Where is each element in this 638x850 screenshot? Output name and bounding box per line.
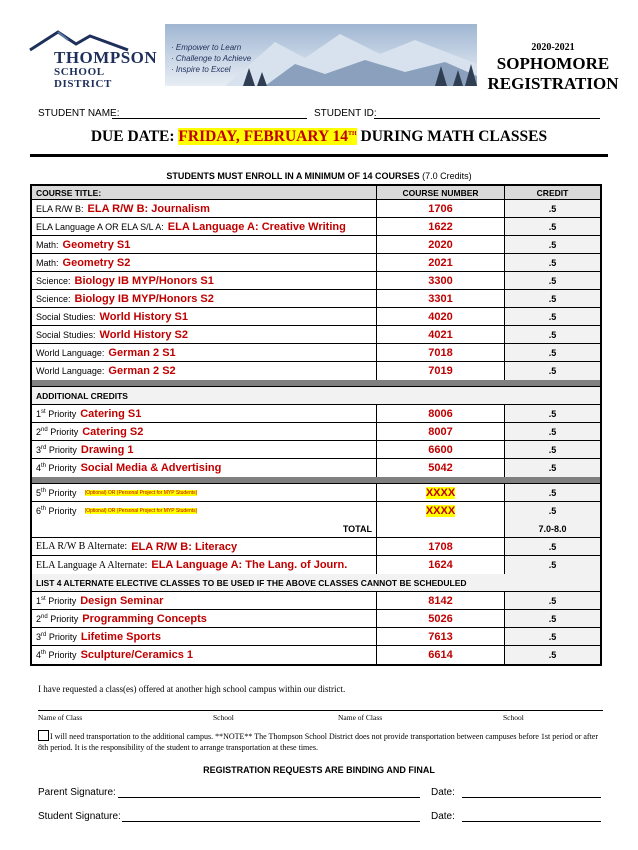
- course-title-cell: [32, 556, 377, 574]
- course-number-cell: [377, 484, 505, 501]
- course-title-cell: [32, 646, 377, 664]
- course-name: World History S1: [99, 310, 188, 323]
- course-name: ELA R/W B: Journalism: [87, 202, 210, 215]
- due-prefix: DUE DATE:: [90, 128, 179, 145]
- course-number-cell: [377, 254, 505, 271]
- optional-note: (Optional) OR (Personal Project for MYP Students): [84, 508, 198, 514]
- priority-label: [36, 650, 77, 660]
- credit-value: .5: [505, 592, 600, 609]
- course-number-cell: [377, 362, 505, 380]
- elective-courses: [32, 592, 600, 664]
- district-name: THOMPSON: [54, 48, 158, 67]
- priority-label: [36, 632, 77, 642]
- priority-label: [36, 506, 77, 516]
- credit-value: .5: [505, 290, 600, 307]
- priority-number: 4: [36, 463, 42, 473]
- course-name: Geometry S2: [62, 256, 131, 269]
- course-number-cell: [377, 272, 505, 289]
- course-title-cell: [32, 218, 377, 235]
- course-number: 4020: [428, 310, 453, 323]
- priority-label: [36, 488, 77, 498]
- credit-value: .5: [505, 254, 600, 271]
- credit-value: .5: [505, 326, 600, 343]
- student-date-field[interactable]: [462, 821, 601, 822]
- course-title-cell: [32, 405, 377, 422]
- priority-label: [36, 445, 77, 455]
- form-title: [480, 54, 626, 94]
- enroll-text: STUDENTS MUST ENROLL IN A MINIMUM OF 14 COURSES: [166, 171, 420, 181]
- course-number-cell: [377, 423, 505, 440]
- table-row: [32, 290, 600, 308]
- course-name: Catering S1: [80, 407, 142, 420]
- credit-value: .5: [505, 423, 600, 440]
- parent-signature-field[interactable]: [118, 797, 420, 798]
- priority-word: Priority: [48, 463, 77, 473]
- priority-number: 6: [36, 506, 42, 516]
- name-of-class-label-1: Name of Class: [38, 713, 83, 722]
- course-number-cell: [377, 592, 505, 609]
- table-header-row: [32, 186, 600, 200]
- course-number-cell: [377, 344, 505, 361]
- priority-number: 2: [36, 613, 42, 624]
- course-number: 7613: [428, 630, 453, 643]
- course-category: Science:: [36, 293, 71, 304]
- course-number: 5042: [428, 462, 453, 474]
- parent-date-label: Date:: [431, 787, 455, 798]
- student-name-field[interactable]: [112, 118, 307, 119]
- course-category: ELA R/W B Alternate:: [36, 541, 128, 552]
- priority-number: 3: [36, 444, 42, 455]
- table-row: [32, 610, 600, 628]
- credit-value: .5: [505, 459, 600, 477]
- priority-label: [36, 409, 76, 419]
- total-number-cell: [377, 520, 505, 537]
- name-of-class-label-2: Name of Class: [338, 713, 383, 722]
- priority-word: Priority: [50, 426, 79, 437]
- priority-word: Priority: [48, 506, 77, 516]
- table-row: [32, 344, 600, 362]
- parent-date-field[interactable]: [462, 797, 601, 798]
- priority-ordinal: rd: [41, 631, 47, 638]
- priority-word: Priority: [48, 595, 77, 606]
- table-row: [32, 218, 600, 236]
- required-courses: [32, 200, 600, 380]
- col-header-credit: CREDIT: [505, 186, 600, 199]
- student-signature-field[interactable]: [122, 821, 420, 822]
- alternate-courses: [32, 538, 600, 574]
- course-number-cell: [377, 646, 505, 664]
- binding-notice: REGISTRATION REQUESTS ARE BINDING AND FINAL: [203, 765, 435, 775]
- credit-value: .5: [505, 200, 600, 217]
- additional-credits-header: [32, 387, 600, 405]
- credit-value: .5: [505, 610, 600, 627]
- priority-number: 3: [36, 631, 42, 642]
- priority-ordinal: th: [41, 506, 47, 512]
- table-row: [32, 556, 600, 574]
- course-number: 3300: [428, 274, 453, 287]
- course-number-cell: [377, 459, 505, 477]
- priority-word: Priority: [48, 444, 77, 455]
- priority-ordinal: st: [41, 595, 46, 602]
- course-category: ELA Language A Alternate:: [36, 559, 148, 571]
- motto-3: · Inspire to Excel: [171, 65, 231, 74]
- table-row: [32, 441, 600, 459]
- credit-value: .5: [505, 218, 600, 235]
- credit-value: .5: [505, 272, 600, 289]
- table-row: [32, 236, 600, 254]
- school-label-2: School: [503, 713, 524, 722]
- priority-word: Priority: [48, 631, 77, 642]
- course-category: World Language:: [36, 347, 105, 358]
- course-name: Biology IB MYP/Honors S2: [74, 292, 214, 305]
- course-category: Math:: [36, 239, 59, 250]
- course-number: 2020: [428, 238, 453, 251]
- student-id-label: STUDENT ID:: [314, 108, 377, 119]
- priority-ordinal: th: [41, 487, 47, 494]
- motto-2: · Challenge to Achieve: [171, 54, 252, 63]
- section-divider: [32, 380, 600, 387]
- course-category: ELA Language A OR ELA S/L A:: [36, 221, 164, 232]
- course-name: Geometry S1: [62, 238, 131, 251]
- course-title-cell: [32, 236, 377, 253]
- district-subtitle: SCHOOL DISTRICT: [54, 66, 112, 90]
- student-signature-label: Student Signature:: [38, 811, 121, 822]
- course-number: 6600: [428, 443, 453, 456]
- other-campus-line[interactable]: [38, 710, 603, 711]
- student-date-label: Date:: [431, 811, 455, 822]
- electives-title: LIST 4 ALTERNATE ELECTIVE CLASSES TO BE USED IF THE ABOVE CLASSES CANNOT BE SCHEDULED: [36, 577, 467, 588]
- priority-ordinal: nd: [41, 426, 48, 433]
- enroll-credits: (7.0 Credits): [419, 171, 472, 181]
- course-number: 1706: [428, 202, 453, 215]
- course-table: [30, 184, 602, 666]
- priority-label: [36, 596, 76, 606]
- priority-label: [36, 463, 77, 473]
- course-number: XXXX: [425, 486, 456, 499]
- course-title-cell: [32, 423, 377, 440]
- course-title-cell: [32, 272, 377, 289]
- course-number-cell: [377, 538, 505, 555]
- table-row: [32, 362, 600, 380]
- table-row: [32, 200, 600, 218]
- credit-value: .5: [505, 362, 600, 380]
- district-logo: [28, 28, 163, 90]
- course-title-cell: [32, 610, 377, 627]
- course-name: Catering S2: [82, 425, 144, 438]
- course-number-cell: [377, 628, 505, 645]
- course-number: 4021: [428, 328, 453, 341]
- course-title-cell: [32, 459, 377, 477]
- course-name: Social Media & Advertising: [80, 462, 222, 474]
- priority-number: 5: [36, 487, 42, 498]
- course-title-cell: [32, 308, 377, 325]
- course-number: 8142: [428, 594, 453, 607]
- credit-value: .5: [505, 538, 600, 555]
- course-name: Design Seminar: [80, 594, 164, 607]
- course-name: German 2 S1: [108, 346, 176, 359]
- table-row: [32, 628, 600, 646]
- course-number-cell: [377, 236, 505, 253]
- due-date-heading: [0, 128, 638, 146]
- total-label: TOTAL: [32, 520, 377, 537]
- course-category: Math:: [36, 257, 59, 268]
- table-row: [32, 484, 600, 502]
- total-row: [32, 520, 600, 538]
- credit-value: .5: [505, 441, 600, 458]
- course-number-cell: [377, 326, 505, 343]
- course-category: World Language:: [36, 366, 105, 376]
- course-title-cell: [32, 362, 377, 380]
- priority-ordinal: th: [41, 650, 47, 656]
- table-row: [32, 405, 600, 423]
- priority-word: Priority: [48, 650, 77, 660]
- course-number: XXXX: [425, 505, 456, 517]
- course-number-cell: [377, 502, 505, 520]
- credit-value: .5: [505, 502, 600, 520]
- course-number: 5026: [428, 612, 453, 625]
- course-name: Sculpture/Ceramics 1: [80, 649, 194, 661]
- course-name: Drawing 1: [80, 443, 134, 456]
- course-name: ELA Language A: The Lang. of Journ.: [151, 559, 348, 571]
- course-number-cell: [377, 556, 505, 574]
- table-row: [32, 254, 600, 272]
- table-row: [32, 538, 600, 556]
- course-number: 7018: [428, 346, 453, 359]
- school-year: 2020-2021: [531, 42, 575, 53]
- table-row: [32, 459, 600, 477]
- priority-number: 1: [36, 595, 42, 606]
- table-row: [32, 308, 600, 326]
- course-title-cell: [32, 502, 377, 520]
- course-name: ELA Language A: Creative Writing: [167, 220, 346, 233]
- course-title-cell: [32, 484, 377, 501]
- priority-ordinal: rd: [41, 444, 47, 451]
- course-number: 8006: [428, 407, 453, 420]
- priority-label: [36, 614, 78, 624]
- course-number: 6614: [428, 649, 453, 661]
- course-title-cell: [32, 254, 377, 271]
- course-number: 2021: [428, 256, 453, 269]
- optional-courses: [32, 484, 600, 520]
- form-title-line1: SOPHOMORE: [496, 54, 610, 73]
- enroll-requirement: [0, 171, 638, 181]
- due-date-sup: TH: [347, 130, 357, 137]
- course-number-cell: [377, 290, 505, 307]
- course-title-cell: [32, 326, 377, 343]
- course-number-cell: [377, 441, 505, 458]
- table-row: [32, 423, 600, 441]
- course-name: Biology IB MYP/Honors S1: [74, 274, 214, 287]
- school-label-1: School: [213, 713, 234, 722]
- credit-value: .5: [505, 405, 600, 422]
- course-number-cell: [377, 218, 505, 235]
- credit-value: .5: [505, 646, 600, 664]
- course-category: Science:: [36, 275, 71, 286]
- priority-word: Priority: [50, 613, 79, 624]
- course-name: German 2 S2: [108, 365, 176, 377]
- priority-word: Priority: [48, 408, 77, 419]
- motto-1: · Empower to Learn: [171, 43, 242, 52]
- course-category: Social Studies:: [36, 329, 96, 340]
- course-number-cell: [377, 405, 505, 422]
- course-name: World History S2: [99, 328, 188, 341]
- total-value: 7.0-8.0: [505, 520, 600, 537]
- credit-value: .5: [505, 344, 600, 361]
- student-name-label: STUDENT NAME:: [38, 108, 120, 119]
- table-row: [32, 326, 600, 344]
- course-number-cell: [377, 200, 505, 217]
- course-title-cell: [32, 441, 377, 458]
- course-name: Programming Concepts: [82, 612, 207, 625]
- section-divider: [32, 477, 600, 484]
- course-number: 8007: [428, 425, 453, 438]
- course-title-cell: [32, 628, 377, 645]
- priority-number: 2: [36, 426, 42, 437]
- form-title-line2: REGISTRATION: [487, 74, 619, 93]
- due-suffix: DURING MATH CLASSES: [356, 128, 548, 145]
- parent-signature-label: Parent Signature:: [38, 787, 116, 798]
- due-date-highlight: [178, 128, 356, 145]
- electives-header: [32, 574, 600, 592]
- col-header-title: COURSE TITLE:: [32, 186, 377, 199]
- divider: [30, 154, 608, 157]
- course-title-cell: [32, 290, 377, 307]
- priority-ordinal: nd: [41, 613, 48, 620]
- course-title-cell: [32, 592, 377, 609]
- due-date-text: FRIDAY, FEBRUARY 14: [178, 128, 348, 145]
- course-category: Social Studies:: [36, 311, 96, 322]
- header-banner: [165, 24, 477, 86]
- course-number: 1622: [428, 220, 453, 233]
- table-row: [32, 272, 600, 290]
- course-title-cell: [32, 344, 377, 361]
- col-header-number: COURSE NUMBER: [377, 186, 505, 199]
- table-row: [32, 592, 600, 610]
- additional-credits-title: ADDITIONAL CREDITS: [36, 390, 128, 401]
- course-category: ELA R/W B:: [36, 203, 84, 214]
- course-title-cell: [32, 538, 377, 555]
- course-number-cell: [377, 610, 505, 627]
- credit-value: .5: [505, 628, 600, 645]
- course-number: 1708: [428, 540, 453, 553]
- table-row: [32, 646, 600, 664]
- mottos: [171, 42, 251, 75]
- course-number: 7019: [428, 365, 453, 377]
- course-name: ELA R/W B: Literacy: [131, 540, 238, 553]
- optional-note: (Optional) OR (Personal Project for MYP Students): [84, 489, 198, 496]
- priority-number: 4: [36, 650, 42, 660]
- priority-label: [36, 427, 78, 437]
- priority-ordinal: st: [41, 408, 46, 415]
- student-id-field[interactable]: [374, 118, 600, 119]
- priority-ordinal: th: [41, 463, 47, 469]
- additional-courses: [32, 405, 600, 477]
- priority-word: Priority: [48, 487, 77, 498]
- course-number: 1624: [428, 559, 453, 571]
- transportation-note: I will need transportation to the additional campus. **NOTE** The Thompson School District does not provide transportation between campuses before 1st period or after 8th period. It is the responsibility of the student to arrange transportation at these times.: [38, 732, 599, 752]
- credit-value: .5: [505, 484, 600, 501]
- course-title-cell: [32, 200, 377, 217]
- course-number-cell: [377, 308, 505, 325]
- credit-value: .5: [505, 308, 600, 325]
- table-row: [32, 502, 600, 520]
- credit-value: .5: [505, 556, 600, 574]
- other-campus-note: I have requested a class(es) offered at another high school campus within our district.: [38, 684, 346, 694]
- course-number: 3301: [428, 292, 453, 305]
- priority-number: 1: [36, 408, 42, 419]
- credit-value: .5: [505, 236, 600, 253]
- course-name: Lifetime Sports: [80, 630, 161, 643]
